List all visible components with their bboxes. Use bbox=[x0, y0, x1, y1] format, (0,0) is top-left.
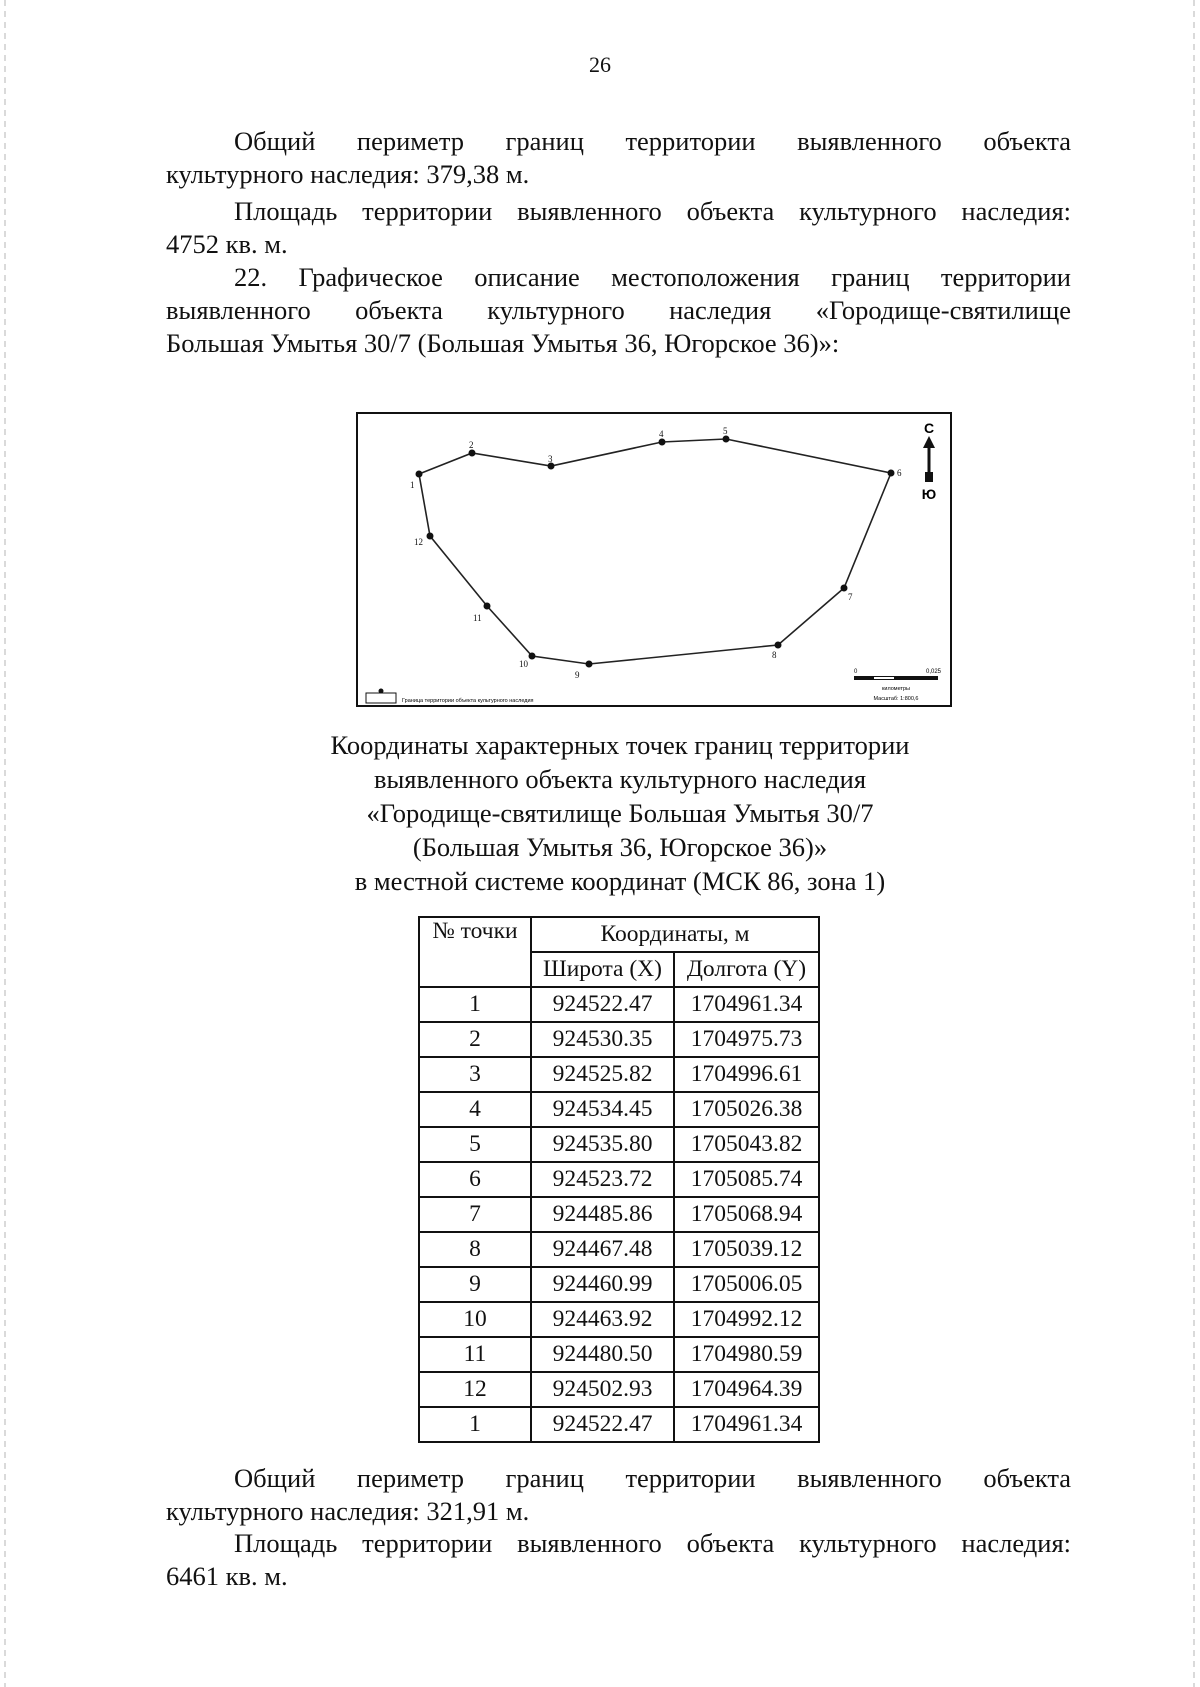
vertex-4 bbox=[659, 439, 666, 446]
header-point-number: № точки bbox=[419, 917, 531, 987]
word: территории bbox=[625, 126, 756, 156]
vertex-label-2: 2 bbox=[469, 440, 474, 450]
vertex-7 bbox=[841, 585, 848, 592]
cell-latitude: 924535.80 bbox=[531, 1127, 674, 1162]
vertex-label-11: 11 bbox=[473, 613, 482, 623]
cell-longitude: 1705026.38 bbox=[674, 1092, 819, 1127]
cell-longitude: 1705085.74 bbox=[674, 1162, 819, 1197]
word: объекта bbox=[983, 1463, 1072, 1493]
word: границ bbox=[505, 1463, 584, 1493]
table-row bbox=[419, 1162, 819, 1197]
map-frame bbox=[357, 413, 951, 706]
cell-longitude: 1704964.39 bbox=[674, 1372, 819, 1407]
cell-longitude: 1704992.12 bbox=[674, 1302, 819, 1337]
legend-text: Граница территории объекта культурного наследия bbox=[402, 698, 534, 704]
cell-latitude: 924502.93 bbox=[531, 1372, 674, 1407]
vertex-label-6: 6 bbox=[897, 468, 902, 478]
cell-longitude: 1705068.94 bbox=[674, 1197, 819, 1232]
legend-point-icon bbox=[379, 689, 384, 694]
section-line1: 22. Графическое описание местоположения границ территории bbox=[234, 262, 1071, 292]
word: выявленного bbox=[166, 295, 311, 325]
header-coordinates: Координаты, м bbox=[531, 917, 819, 952]
vertex-label-5: 5 bbox=[723, 426, 728, 436]
table-row bbox=[419, 987, 819, 1022]
word: объекта bbox=[983, 126, 1072, 156]
table-row bbox=[419, 1337, 819, 1372]
cell-longitude: 1704961.34 bbox=[674, 1407, 819, 1442]
word: периметр bbox=[356, 1463, 464, 1493]
word: границ bbox=[505, 126, 584, 156]
vertex-label-3: 3 bbox=[548, 454, 553, 464]
cell-latitude: 924525.82 bbox=[531, 1057, 674, 1092]
cell-point-number: 10 bbox=[419, 1302, 531, 1337]
table-header-row bbox=[419, 917, 819, 952]
scale-bar-fill bbox=[854, 676, 938, 680]
table-heading-line1: Координаты характерных точек границ территории bbox=[330, 730, 910, 760]
table-row bbox=[419, 1302, 819, 1337]
vertex-1 bbox=[416, 471, 423, 478]
scale-text: Масштаб: 1:800,6 bbox=[873, 696, 919, 702]
bottom-perimeter-line1 bbox=[166, 1462, 1071, 1495]
table-row bbox=[419, 1407, 819, 1442]
cell-point-number: 12 bbox=[419, 1372, 531, 1407]
cell-point-number: 3 bbox=[419, 1057, 531, 1092]
cell-point-number: 8 bbox=[419, 1232, 531, 1267]
table-row bbox=[419, 1232, 819, 1267]
word: Общий bbox=[234, 1463, 316, 1493]
cell-latitude: 924522.47 bbox=[531, 987, 674, 1022]
cell-point-number: 11 bbox=[419, 1337, 531, 1372]
cell-latitude: 924467.48 bbox=[531, 1232, 674, 1267]
cell-point-number: 2 bbox=[419, 1022, 531, 1057]
top-area-line1: Площадь территории выявленного объекта культурного наследия: bbox=[234, 196, 1071, 226]
cell-longitude: 1705043.82 bbox=[674, 1127, 819, 1162]
table-row bbox=[419, 1057, 819, 1092]
word: выявленного bbox=[797, 1463, 942, 1493]
cell-latitude: 924460.99 bbox=[531, 1267, 674, 1302]
word: выявленного bbox=[797, 126, 942, 156]
section-line3: Большая Умытья 30/7 (Большая Умытья 36, Югорское 36)»: bbox=[166, 328, 840, 358]
vertex-label-12: 12 bbox=[414, 537, 423, 547]
word: наследия bbox=[669, 295, 772, 325]
arrow-base bbox=[925, 472, 933, 482]
cell-longitude: 1705006.05 bbox=[674, 1267, 819, 1302]
page-number: 26 bbox=[589, 52, 611, 77]
scale-unit: километры bbox=[882, 686, 910, 692]
vertex-label-7: 7 bbox=[848, 592, 853, 602]
header-longitude: Долгота (Y) bbox=[674, 952, 819, 987]
bottom-area-line2: 6461 кв. м. bbox=[166, 1561, 288, 1591]
cell-longitude: 1704961.34 bbox=[674, 987, 819, 1022]
cell-point-number: 1 bbox=[419, 1407, 531, 1442]
vertex-11 bbox=[484, 603, 491, 610]
word: объекта bbox=[355, 295, 443, 325]
cell-latitude: 924534.45 bbox=[531, 1092, 674, 1127]
top-perimeter-line1 bbox=[166, 125, 1071, 158]
vertex-8 bbox=[775, 642, 782, 649]
cell-latitude: 924463.92 bbox=[531, 1302, 674, 1337]
scale-bar-segment bbox=[874, 677, 894, 679]
top-area-paragraph bbox=[166, 195, 1071, 261]
section-line2 bbox=[166, 294, 1071, 327]
top-perimeter-line2: культурного наследия: 379,38 м. bbox=[166, 159, 530, 189]
table-row bbox=[419, 1372, 819, 1407]
scale-end: 0,025 bbox=[926, 669, 942, 675]
top-perimeter-paragraph bbox=[166, 125, 1071, 191]
table-heading-line2: выявленного объекта культурного наследия bbox=[373, 764, 867, 794]
table-row bbox=[419, 1267, 819, 1302]
header-latitude: Широта (X) bbox=[531, 952, 674, 987]
cell-point-number: 1 bbox=[419, 987, 531, 1022]
table-heading-line3: «Городище-святилище Большая Умытья 30/7 bbox=[366, 798, 874, 828]
cell-longitude: 1705039.12 bbox=[674, 1232, 819, 1267]
table-row bbox=[419, 1127, 819, 1162]
cell-point-number: 9 bbox=[419, 1267, 531, 1302]
cell-point-number: 7 bbox=[419, 1197, 531, 1232]
cell-point-number: 5 bbox=[419, 1127, 531, 1162]
cell-longitude: 1704996.61 bbox=[674, 1057, 819, 1092]
scale-start: 0 bbox=[854, 669, 858, 675]
bottom-perimeter-line2: культурного наследия: 321,91 м. bbox=[166, 1496, 530, 1526]
vertex-label-8: 8 bbox=[772, 650, 777, 660]
cell-longitude: 1704980.59 bbox=[674, 1337, 819, 1372]
vertex-5 bbox=[723, 436, 730, 443]
cell-latitude: 924480.50 bbox=[531, 1337, 674, 1372]
cell-point-number: 4 bbox=[419, 1092, 531, 1127]
north-label: С bbox=[923, 420, 935, 436]
bottom-perimeter-paragraph bbox=[166, 1462, 1071, 1528]
cell-latitude: 924523.72 bbox=[531, 1162, 674, 1197]
word: Общий bbox=[234, 126, 316, 156]
table-heading-line5: в местной системе координат (МСК 86, зона 1) bbox=[354, 866, 886, 896]
south-label: Ю bbox=[921, 486, 937, 502]
vertex-label-10: 10 bbox=[519, 659, 528, 669]
word: периметр bbox=[356, 126, 464, 156]
table-row bbox=[419, 1092, 819, 1127]
word: территории bbox=[625, 1463, 756, 1493]
cell-latitude: 924530.35 bbox=[531, 1022, 674, 1057]
bottom-area-line1: Площадь территории выявленного объекта культурного наследия: bbox=[234, 1528, 1071, 1558]
word: культурного bbox=[487, 295, 625, 325]
vertex-label-4: 4 bbox=[659, 429, 664, 439]
coordinates-table bbox=[418, 916, 820, 1443]
table-body bbox=[419, 987, 819, 1442]
vertex-9 bbox=[586, 661, 593, 668]
table-heading bbox=[0, 728, 1200, 898]
top-area-line2: 4752 кв. м. bbox=[166, 229, 288, 259]
cell-latitude: 924522.47 bbox=[531, 1407, 674, 1442]
cell-longitude: 1704975.73 bbox=[674, 1022, 819, 1057]
vertex-6 bbox=[888, 470, 895, 477]
cell-point-number: 6 bbox=[419, 1162, 531, 1197]
section-22-paragraph bbox=[166, 261, 1071, 360]
vertex-label-9: 9 bbox=[575, 670, 580, 680]
table-row bbox=[419, 1022, 819, 1057]
vertex-label-1: 1 bbox=[410, 480, 415, 490]
word: «Городище-святилище bbox=[815, 295, 1072, 325]
table-row bbox=[419, 1197, 819, 1232]
vertex-12 bbox=[427, 533, 434, 540]
bottom-area-paragraph bbox=[166, 1527, 1071, 1593]
cell-latitude: 924485.86 bbox=[531, 1197, 674, 1232]
vertex-2 bbox=[469, 450, 476, 457]
boundary-map bbox=[356, 412, 952, 707]
table-heading-line4: (Большая Умытья 36, Югорское 36)» bbox=[412, 832, 828, 862]
vertex-10 bbox=[529, 653, 536, 660]
